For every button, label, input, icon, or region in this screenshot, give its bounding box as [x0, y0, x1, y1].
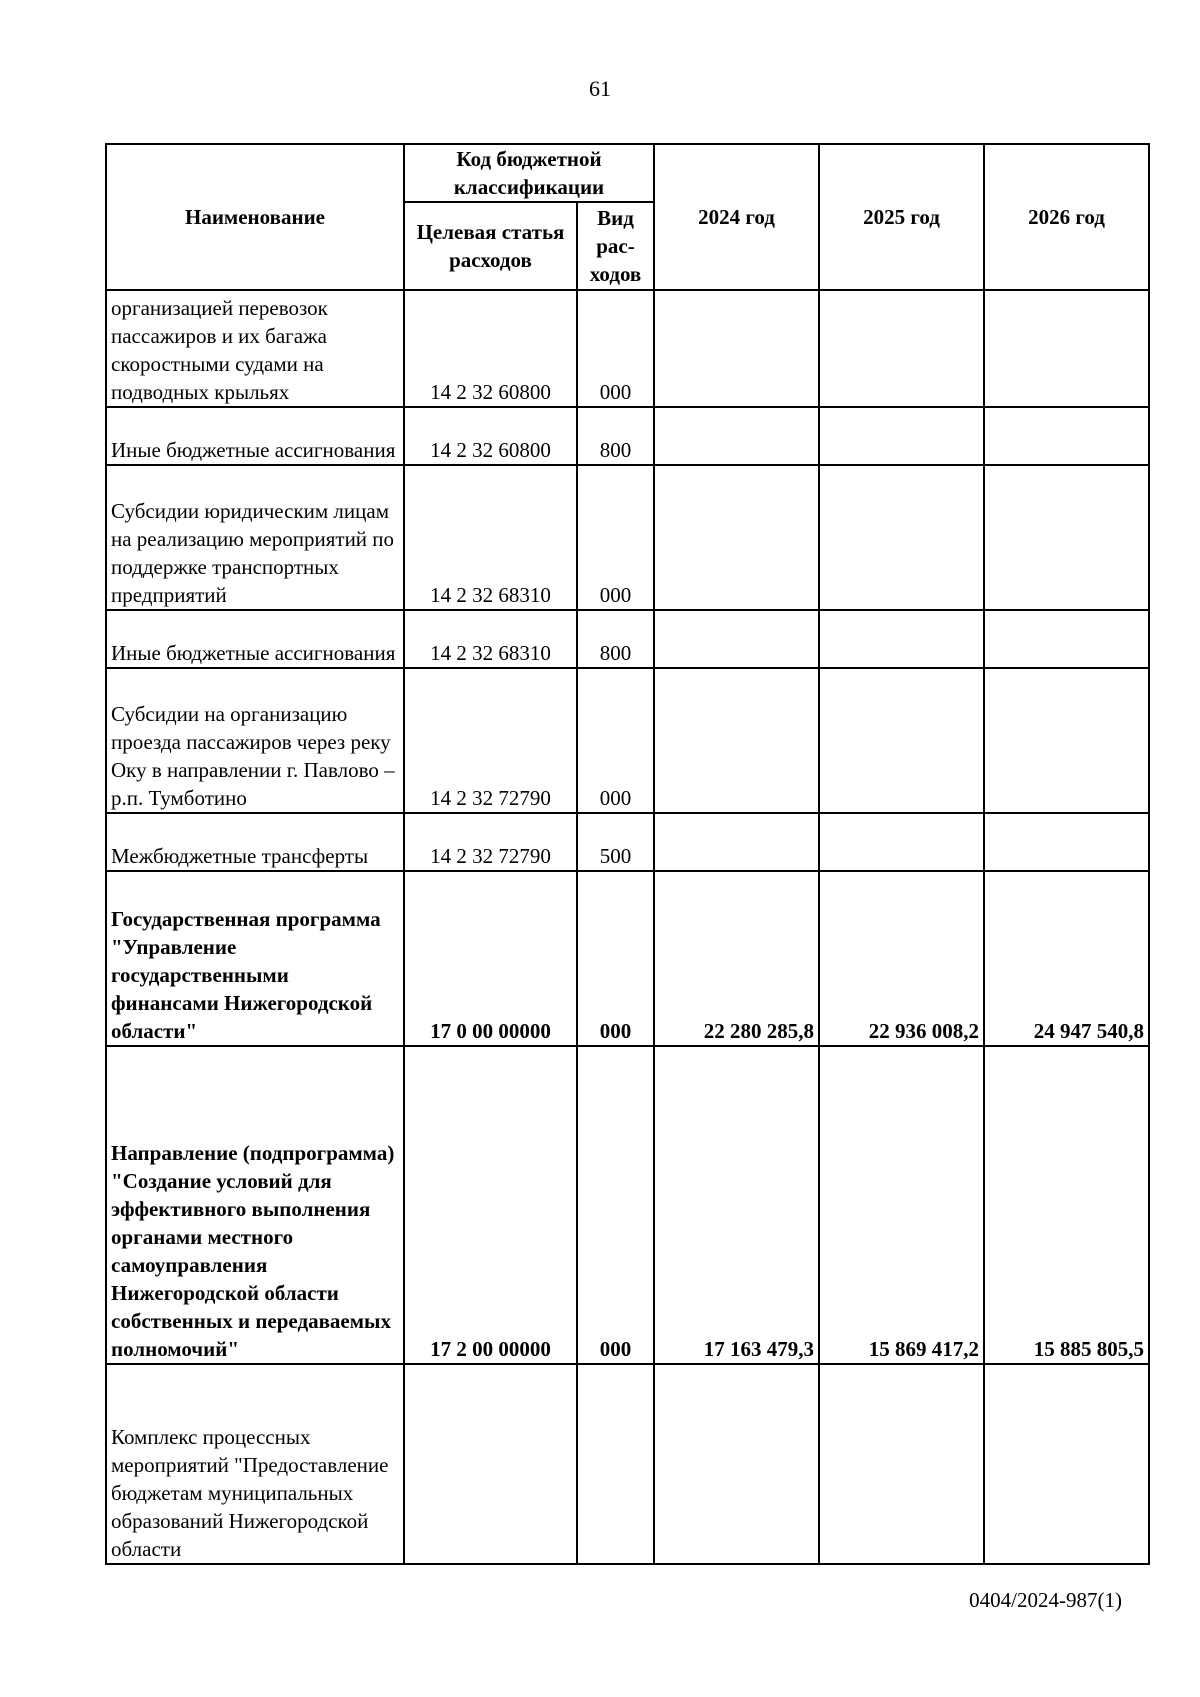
row-code: 14 2 32 60800 — [404, 407, 577, 465]
row-2025 — [819, 668, 984, 813]
row-name: Иные бюджетные ассигнования — [106, 407, 404, 465]
header-name: Наименование — [106, 144, 404, 290]
header-2026: 2026 год — [984, 144, 1149, 290]
row-name: Государственная программа "Управление государственными финансами Нижегородской области" — [106, 871, 404, 1046]
row-2026 — [984, 813, 1149, 871]
row-code: 14 2 32 68310 — [404, 610, 577, 668]
row-2024 — [654, 813, 819, 871]
table-row — [106, 668, 1149, 813]
table-row — [106, 1046, 1149, 1364]
row-2024 — [654, 1364, 819, 1564]
row-code: 14 2 32 72790 — [404, 813, 577, 871]
row-code: 17 2 00 00000 — [404, 1046, 577, 1364]
row-2024 — [654, 407, 819, 465]
row-2024 — [654, 668, 819, 813]
table-row — [106, 871, 1149, 1046]
row-name: Субсидии на организацию проезда пассажиров через реку Оку в направлении г. Павлово – р.п. Тумботино — [106, 668, 404, 813]
row-2024: 17 163 479,3 — [654, 1046, 819, 1364]
row-type: 000 — [577, 668, 654, 813]
row-name: Комплекс процессных мероприятий "Предоставление бюджетам муниципальных образований Нижегородской области — [106, 1364, 404, 1564]
row-name: Направление (подпрограмма) "Создание условий для эффективного выполнения органами местного самоуправления Нижегородской области собственных и передаваемых полномочий" — [106, 1046, 404, 1364]
row-2024 — [654, 610, 819, 668]
row-2026: 24 947 540,8 — [984, 871, 1149, 1046]
row-type: 800 — [577, 407, 654, 465]
row-code: 14 2 32 60800 — [404, 290, 577, 407]
header-code-group: Код бюджетной классификации — [404, 144, 654, 202]
row-code — [404, 1364, 577, 1564]
row-code: 17 0 00 00000 — [404, 871, 577, 1046]
row-type: 000 — [577, 290, 654, 407]
row-2025 — [819, 290, 984, 407]
document-code: 0404/2024-987(1) — [969, 1588, 1122, 1612]
row-2026 — [984, 465, 1149, 610]
row-2025 — [819, 610, 984, 668]
row-type: 000 — [577, 871, 654, 1046]
row-name: Субсидии юридическим лицам на реализацию мероприятий по поддержке транспортных предприятий — [106, 465, 404, 610]
table-row — [106, 407, 1149, 465]
row-2025 — [819, 465, 984, 610]
table-row — [106, 290, 1149, 407]
row-code: 14 2 32 68310 — [404, 465, 577, 610]
header-2025: 2025 год — [819, 144, 984, 290]
page-number: 61 — [589, 76, 611, 101]
row-2026 — [984, 668, 1149, 813]
row-2026 — [984, 407, 1149, 465]
row-2025: 15 869 417,2 — [819, 1046, 984, 1364]
header-target: Целевая статья расходов — [404, 202, 577, 290]
row-name: Межбюджетные трансферты — [106, 813, 404, 871]
row-2026: 15 885 805,5 — [984, 1046, 1149, 1364]
header-type: Вид рас-ходов — [577, 202, 654, 290]
row-2024 — [654, 290, 819, 407]
row-type: 000 — [577, 1046, 654, 1364]
header-2024: 2024 год — [654, 144, 819, 290]
row-code: 14 2 32 72790 — [404, 668, 577, 813]
row-type — [577, 1364, 654, 1564]
row-2025 — [819, 1364, 984, 1564]
row-2024 — [654, 465, 819, 610]
row-name: Иные бюджетные ассигнования — [106, 610, 404, 668]
row-2025 — [819, 813, 984, 871]
table-row — [106, 465, 1149, 610]
row-2026 — [984, 610, 1149, 668]
table-row — [106, 610, 1149, 668]
row-type: 800 — [577, 610, 654, 668]
row-type: 500 — [577, 813, 654, 871]
table-row — [106, 1364, 1149, 1564]
row-2025: 22 936 008,2 — [819, 871, 984, 1046]
row-name: организацией перевозок пассажиров и их багажа скоростными судами на подводных крыльях — [106, 290, 404, 407]
table-row — [106, 813, 1149, 871]
row-2024: 22 280 285,8 — [654, 871, 819, 1046]
row-2025 — [819, 407, 984, 465]
row-type: 000 — [577, 465, 654, 610]
row-2026 — [984, 1364, 1149, 1564]
budget-table — [105, 143, 1150, 1565]
row-2026 — [984, 290, 1149, 407]
